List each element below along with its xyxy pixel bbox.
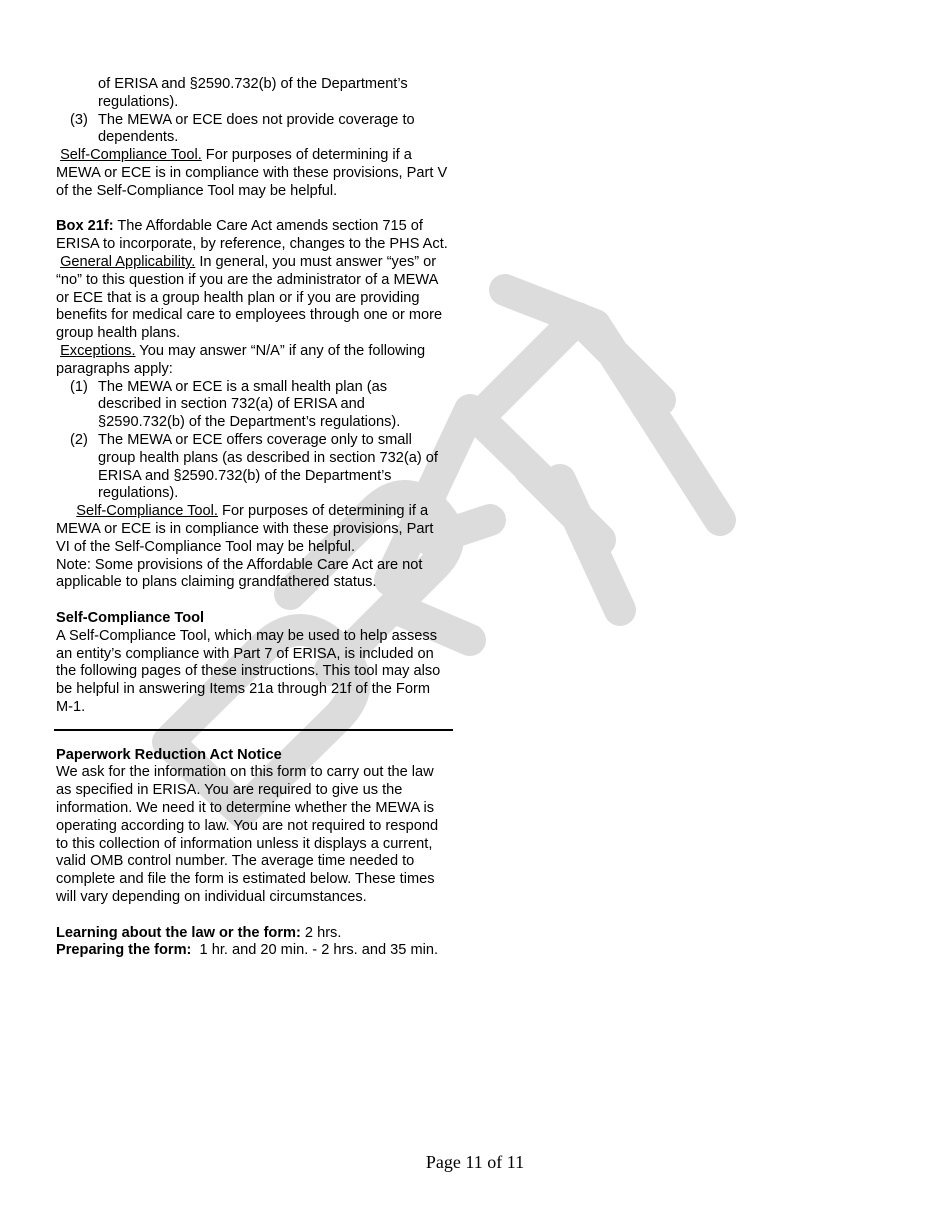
watermark-letter-t [505, 290, 720, 610]
self-compliance-label: Self-Compliance Tool. [60, 147, 202, 164]
self-compliance-paragraph-part-v: Self-Compliance Tool. For purposes of determining if a MEWA or ECE is in compliance with these provisions, Part V of the Self-Compliance Tool may be helpful. [56, 147, 448, 199]
self-compliance-paragraph-part-vi: Self-Compliance Tool. For purposes of determining if a MEWA or ECE is in compliance with these provisions, Part VI of the Self-Compliance Tool may be helpful. [56, 503, 434, 555]
general-applicability-label: General Applicability. [60, 253, 196, 270]
watermark-letter-f [478, 318, 660, 540]
list-number: (3) [70, 111, 88, 128]
grandfathered-note: Note: Some provisions of the Affordable Care Act are not applicable to plans claiming grandfathered status. [56, 556, 423, 591]
pra-body: We ask for the information on this form to carry out the law as specified in ERISA. You are required to give us the information. We need it to determine whether the MEWA is operating according to law. You are not required to respond to this collection of information unless it displays a current, valid OMB control number. The average time needed to complete and file the form is estimated below. These times will vary depending on individual circumstances. [56, 764, 439, 906]
general-applicability-paragraph: General Applicability. In general, you must answer “yes” or “no” to this question if you are the administrator of a MEWA or ECE that is a group health plan or if you are providing benefits for medical care to employees through one or more group health plans. [56, 253, 443, 342]
list-number: (1) [70, 378, 88, 395]
self-compliance-body: A Self-Compliance Tool, which may be used to help assess an entity’s compliance with Part 7 of ERISA, is included on the following pages of these instructions. This tool may also be helpful in answering Items 21a through 21f of the Form M-1. [56, 627, 441, 715]
learning-time-value: 2 hrs. [300, 924, 342, 941]
pra-heading: Paperwork Reduction Act Notice [56, 746, 282, 763]
box-21f-paragraph: Box 21f: The Affordable Care Act amends section 715 of ERISA to incorporate, by reference, changes to the PHS Act. [56, 218, 448, 253]
self-compliance-label: Self-Compliance Tool. [76, 503, 218, 520]
page-number: Page 11 of 11 [425, 1152, 525, 1172]
list-item [56, 112, 451, 148]
instructions-column [56, 76, 451, 960]
list-text: The MEWA or ECE is a small health plan (as described in section 732(a) of ERISA and §2590.732(b) of the Department’s regulations). [98, 378, 401, 431]
section-divider [54, 729, 453, 731]
preparing-time-line [56, 942, 451, 960]
list-item [56, 379, 451, 432]
list-item [56, 432, 451, 503]
exceptions-paragraph: Exceptions. You may answer “N/A” if any of the following paragraphs apply: [56, 342, 426, 377]
box-21f-label: Box 21f: [56, 218, 114, 235]
exceptions-label: Exceptions. [60, 342, 136, 359]
learning-time-line [56, 925, 451, 943]
list-text: The MEWA or ECE offers coverage only to small group health plans (as described in section 732(a) of ERISA and §2590.732(b) of the Department’s regulations). [98, 431, 438, 502]
preparing-time-value: 1 hr. and 20 min. - 2 hrs. and 35 min. [191, 942, 439, 959]
self-compliance-heading: Self-Compliance Tool [56, 609, 205, 626]
preparing-time-label: Preparing the form: [56, 942, 192, 959]
learning-time-label: Learning about the law or the form: [56, 924, 301, 941]
list-number: (2) [70, 431, 88, 448]
continuation-text: of ERISA and §2590.732(b) of the Department’s regulations). [98, 76, 408, 110]
list-text: The MEWA or ECE does not provide coverage to dependents. [98, 111, 415, 146]
